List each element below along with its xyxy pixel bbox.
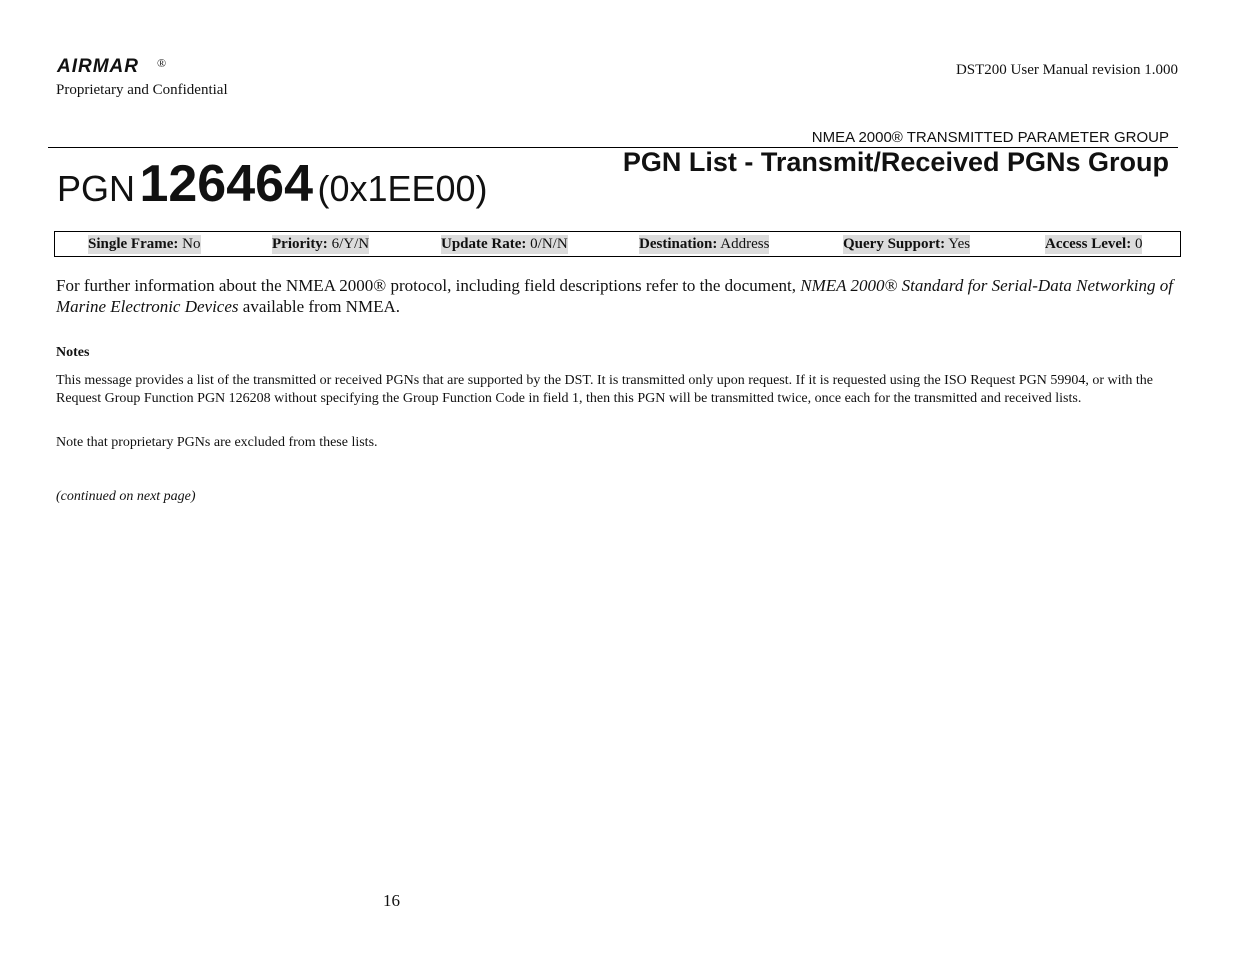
notes-exclusion: Note that proprietary PGNs are excluded from these lists. xyxy=(56,435,378,450)
notes-heading: Notes xyxy=(56,345,90,360)
intro-paragraph: For further information about the NMEA 2000® protocol, including field descriptions refer to the document, NMEA 2000® Standard for Serial-Data Networking of Marine Electronic Devices available from NMEA. xyxy=(56,276,1173,316)
pgn-name: PGN List - Transmit/Received PGNs Group xyxy=(622,147,1169,177)
attr-query-support: Query Support: Yes xyxy=(843,236,971,252)
airmar-logo: AIRMAR xyxy=(57,56,139,77)
pgn-number: 126464 xyxy=(139,155,313,213)
group-label: NMEA 2000® TRANSMITTED PARAMETER GROUP xyxy=(811,129,1169,146)
pgn-title xyxy=(57,154,488,214)
registered-mark: ® xyxy=(157,56,167,70)
notes-paragraph: This message provides a list of the transmitted or received PGNs that are supported by the DST. It is transmitted only upon request. If it is requested using the ISO Request PGN 59904, or with the Request Group Function PGN 126208 without specifying the Group Function Code in field 1, then this PGN will be transmitted twice, once each for the transmitted and received lists. xyxy=(56,373,1153,406)
document-title: NMEA 2000® Standard for Serial-Data Networking of Marine Electronic Devices xyxy=(56,276,1173,316)
proprietary-label: Proprietary and Confidential xyxy=(56,82,228,98)
page-number: 16 xyxy=(383,891,400,910)
attr-single-frame: Single Frame: No xyxy=(88,236,201,252)
attr-update-rate: Update Rate: 0/N/N xyxy=(441,236,568,252)
pgn-prefix: PGN xyxy=(57,168,136,209)
attributes-bar xyxy=(54,231,1181,257)
attr-destination: Destination: Address xyxy=(639,236,770,252)
pgn-hex: (0x1EE00) xyxy=(317,168,488,209)
attr-access-level: Access Level: 0 xyxy=(1045,236,1143,252)
attr-priority: Priority: 6/Y/N xyxy=(272,236,370,252)
manual-revision: DST200 User Manual revision 1.000 xyxy=(955,62,1178,78)
continued-note: (continued on next page) xyxy=(56,489,196,504)
